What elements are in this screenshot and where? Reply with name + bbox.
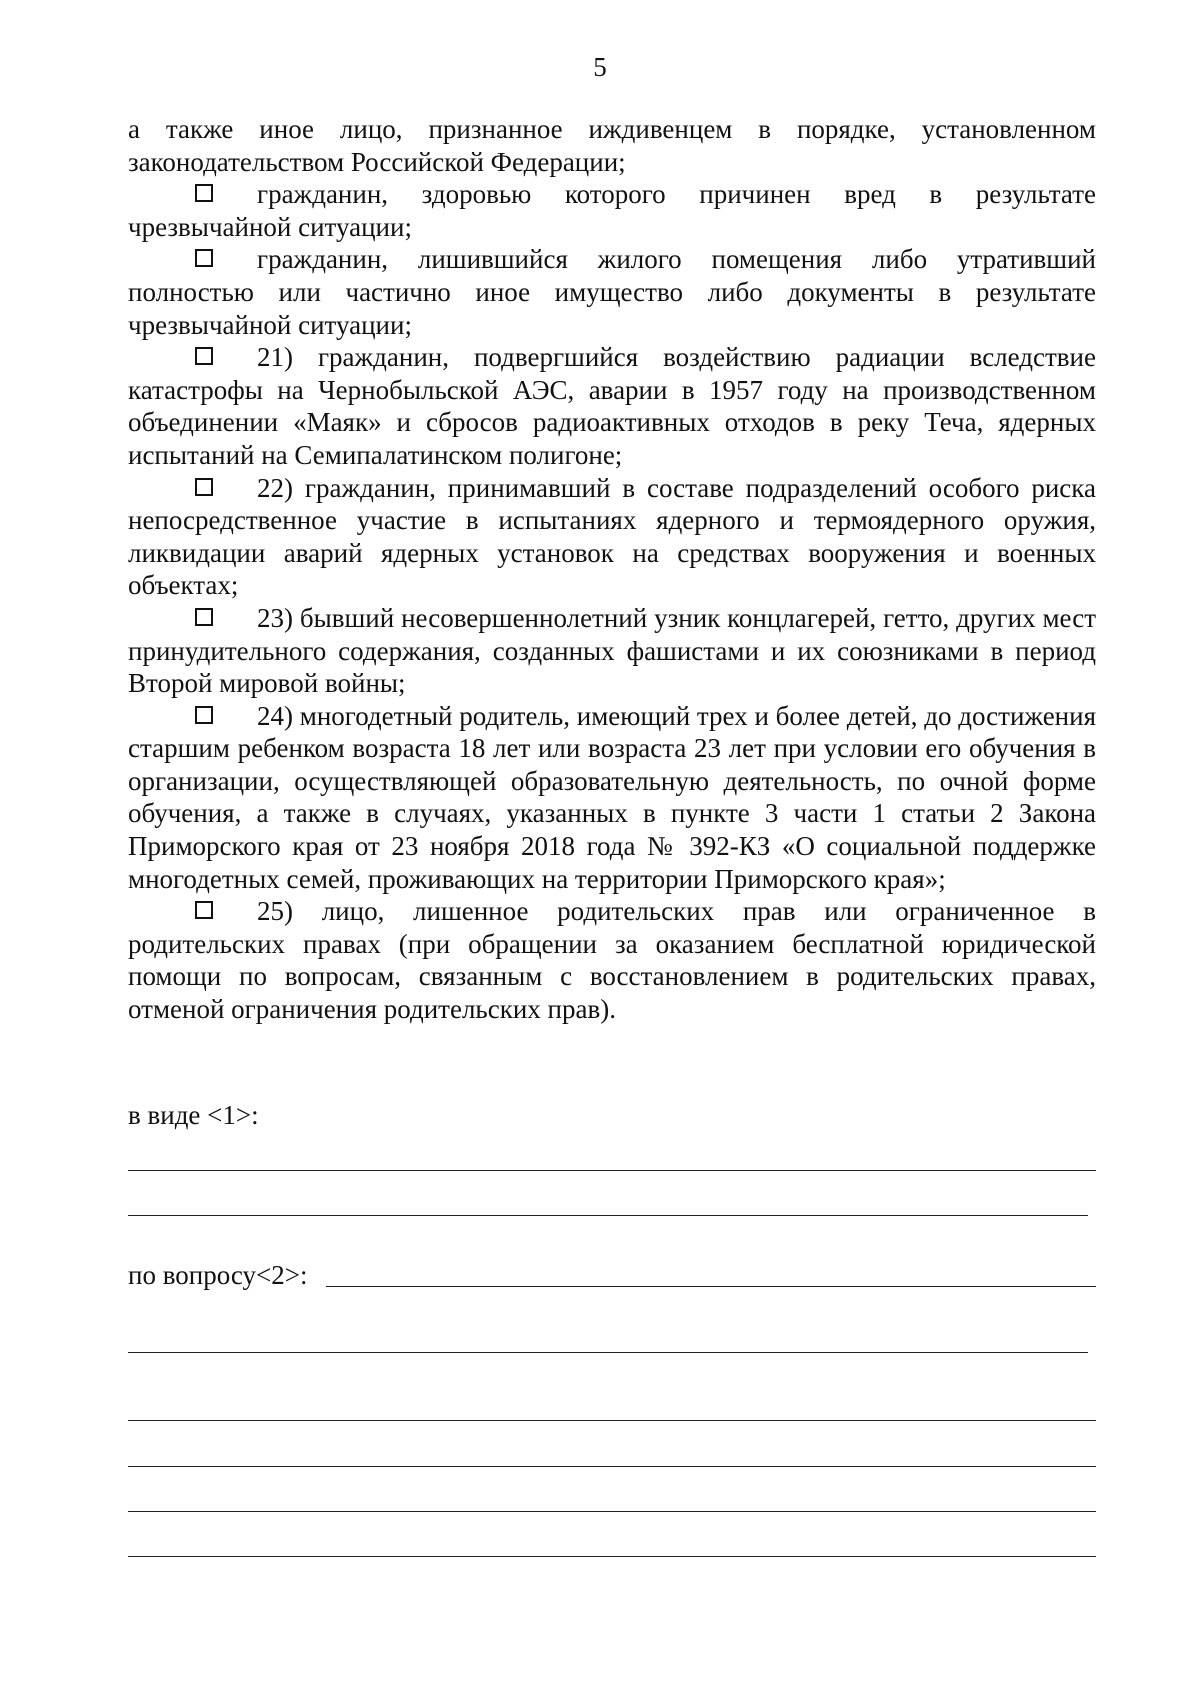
type-label: в виде <1>: xyxy=(128,1100,259,1130)
paragraph-8 xyxy=(128,895,1096,1025)
type-field-line-2[interactable] xyxy=(128,1215,1088,1216)
paragraph-2 xyxy=(128,178,1096,243)
question-field-line-4[interactable] xyxy=(128,1466,1096,1467)
paragraph-3 xyxy=(128,243,1096,341)
question-field-line-2[interactable] xyxy=(128,1352,1088,1353)
document-body xyxy=(128,113,1096,1026)
paragraph-text: 25) лицо, лишенное родительских прав или ограниченное в родительских правах (при обращении за оказанием бесплатной юридической помощи по вопросам, связанным с восстановлением в родительских правах, отменой ограничения родительских прав). xyxy=(128,896,1096,1025)
paragraph-text: 22) гражданин, принимавший в составе подразделений особого риска непосредственное участие в испытаниях ядерного и термоядерного оружия, ликвидации аварий ядерных установок на средствах вооружения и военных объектах; xyxy=(128,472,1096,601)
paragraph-4 xyxy=(128,341,1096,471)
paragraph-7 xyxy=(128,700,1096,896)
type-field-line-1[interactable] xyxy=(128,1170,1096,1171)
paragraph-text: 24) многодетный родитель, имеющий трех и более детей, до достижения старшим ребенком возраста 18 лет или возраста 23 лет при условии его обучения в организации, осуществляющей образовательную деятельность, по очной форме обучения, а также в случаях, указанных в пункте 3 части 1 статьи 2 Закона Приморского края от 23 ноября 2018 года № 392-КЗ «О социальной поддержке многодетных семей, проживающих на территории Приморского края»; xyxy=(128,700,1096,894)
paragraph-1 xyxy=(128,113,1096,178)
paragraph-text: а также иное лицо, признанное иждивенцем в порядке, установленном законодательством Российской Федерации; xyxy=(128,114,1096,177)
checkbox-3[interactable] xyxy=(195,249,213,267)
question-label: по вопросу<2>: xyxy=(128,1260,308,1290)
checkbox-2[interactable] xyxy=(195,184,213,202)
paragraph-5 xyxy=(128,472,1096,602)
paragraph-text: гражданин, здоровью которого причинен вред в результате чрезвычайной ситуации; xyxy=(128,179,1096,242)
paragraph-text: 23) бывший несовершеннолетний узник концлагерей, гетто, других мест принудительного содержания, созданных фашистами и их союзниками в период Второй мировой войны; xyxy=(128,602,1096,699)
checkbox-5[interactable] xyxy=(195,478,213,496)
checkbox-8[interactable] xyxy=(195,901,213,919)
page-number: 5 xyxy=(593,52,607,82)
question-field-line-1[interactable] xyxy=(326,1286,1096,1287)
paragraph-text: гражданин, лишившийся жилого помещения либо утративший полностью или частично иное имущество либо документы в результате чрезвычайной ситуации; xyxy=(128,244,1096,340)
paragraph-text: 21) гражданин, подвергшийся воздействию радиации вследствие катастрофы на Чернобыльской АЭС, аварии в 1957 году на производственном объединении «Маяк» и сбросов радиоактивных отходов в реку Теча, ядерных испытаний на Семипалатинском полигоне; xyxy=(128,342,1096,470)
question-field-line-3[interactable] xyxy=(128,1420,1096,1421)
question-field-line-5[interactable] xyxy=(128,1511,1096,1512)
question-field-line-6[interactable] xyxy=(128,1556,1096,1557)
checkbox-7[interactable] xyxy=(195,706,213,724)
paragraph-6 xyxy=(128,602,1096,700)
checkbox-6[interactable] xyxy=(195,608,213,626)
checkbox-4[interactable] xyxy=(195,347,213,365)
